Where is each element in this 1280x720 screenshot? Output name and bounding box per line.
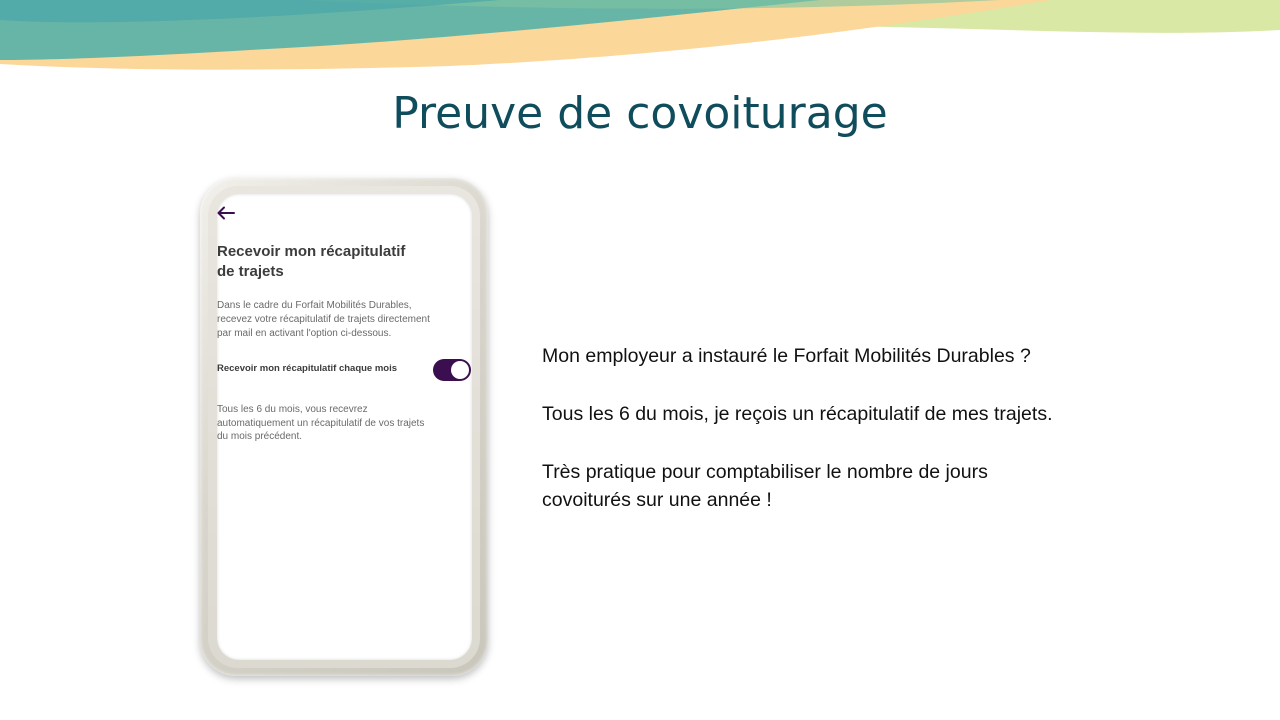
paragraph-monthly-summary: Tous les 6 du mois, je reçois un récapitulatif de mes trajets. bbox=[542, 403, 1053, 425]
screen-heading: Recevoir mon récapitulatif de trajets bbox=[217, 243, 406, 280]
toggle-label: Recevoir mon récapitulatif chaque mois bbox=[217, 363, 398, 374]
phone-mockup bbox=[200, 178, 488, 676]
screen-intro-text: Dans le cadre du Forfait Mobilités Durables, recevez votre récapitulatif de trajets directement par mail en activant l'option ci-dessous. bbox=[217, 300, 430, 339]
paragraph-employer: Mon employeur a instauré le Forfait Mobilités Durables ? bbox=[542, 345, 1031, 367]
monthly-summary-toggle[interactable] bbox=[433, 359, 471, 381]
header-wave-decoration bbox=[0, 0, 1280, 75]
body-text bbox=[542, 342, 1262, 544]
arrow-left-icon[interactable] bbox=[217, 206, 235, 220]
paragraph-practical: Très pratique pour comptabiliser le nombre de jours covoiturés sur une année ! bbox=[542, 461, 988, 511]
phone-screen bbox=[217, 194, 472, 660]
slide-title: Preuve de covoiturage bbox=[392, 88, 888, 139]
screen-info-text: Tous les 6 du mois, vous recevrez automatiquement un récapitulatif de vos trajets du mois précédent. bbox=[217, 404, 425, 442]
toggle-knob bbox=[451, 361, 469, 379]
